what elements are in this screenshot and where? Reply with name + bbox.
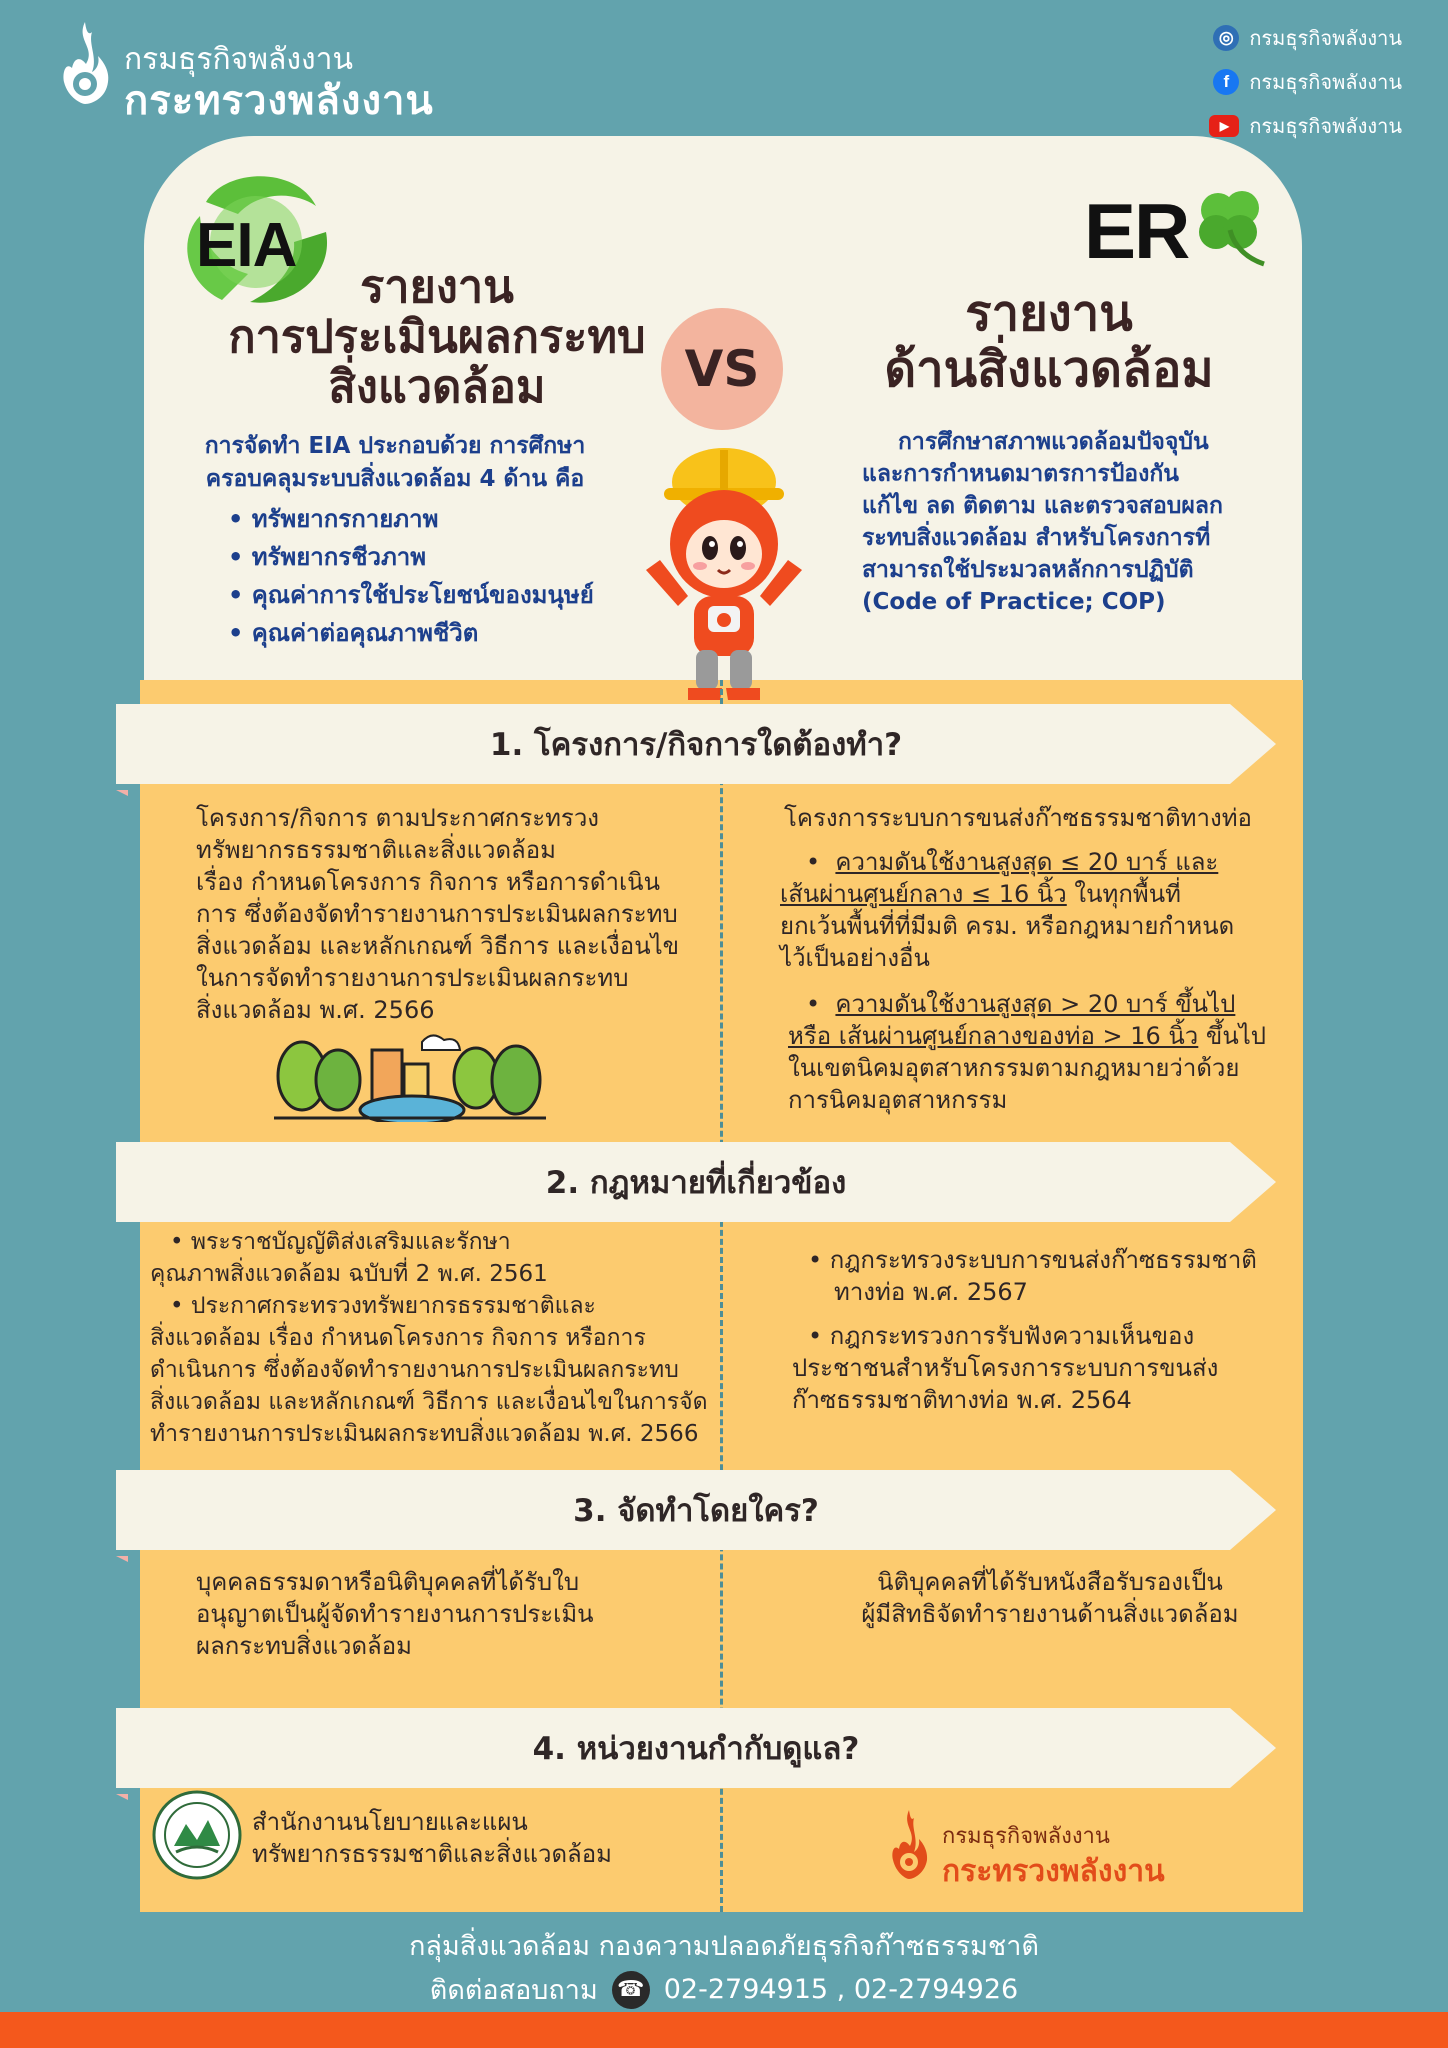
text-line: • กฎกระทรวงการรับฟังความเห็นของ	[808, 1322, 1195, 1350]
org-name-department: กรมธุรกิจพลังงาน	[124, 42, 354, 77]
doeb-flame-logo-color	[884, 1808, 934, 1882]
section-title: 4. หน่วยงานกำกับดูแล?	[532, 1731, 860, 1767]
regulator-org-line2: กระทรวงพลังงาน	[942, 1854, 1165, 1889]
text-line: ทรัพยากรธรรมชาติและสิ่งแวดล้อม	[196, 836, 556, 864]
text-line: เรื่อง กำหนดโครงการ กิจการ หรือการดำเนิน	[196, 868, 660, 896]
globe-icon: ◎	[1213, 25, 1239, 51]
social-link-website[interactable]	[1182, 16, 1402, 60]
doeb-flame-logo	[52, 18, 118, 108]
section-4-banner	[116, 1708, 1276, 1788]
text-line: ไว้เป็นอย่างอื่น	[780, 944, 930, 972]
bottom-accent-bar	[0, 2012, 1448, 2048]
title-line: รายงาน	[360, 260, 514, 313]
title-line: สิ่งแวดล้อม	[328, 360, 546, 413]
section-1-banner	[116, 704, 1276, 784]
text-line: สำนักงานนโยบายและแผน	[252, 1808, 528, 1836]
social-label: กรมธุรกิจพลังงาน	[1249, 70, 1402, 94]
list-item: • คุณค่าต่อคุณภาพชีวิต	[228, 614, 594, 652]
list-item: • ทรัพยากรกายภาพ	[228, 500, 594, 538]
text-line: คุณภาพสิ่งแวดล้อม ฉบับที่ 2 พ.ศ. 2561	[150, 1261, 548, 1287]
section-title: 3. จัดทำโดยใคร?	[573, 1493, 819, 1529]
eia-intro	[160, 430, 630, 496]
list-item: • ทรัพยากรชีวภาพ	[228, 538, 594, 576]
footer-division: กลุ่มสิ่งแวดล้อม กองความปลอดภัยธุรกิจก๊าซธรรมชาติ	[409, 1931, 1039, 1962]
intro-line: สามารถใช้ประมวลหลักการปฏิบัติ	[862, 557, 1194, 583]
facebook-icon: f	[1213, 69, 1239, 95]
text-line: สิ่งแวดล้อม พ.ศ. 2566	[196, 996, 435, 1024]
onep-seal-logo	[152, 1790, 242, 1880]
text-line: ประชาชนสำหรับโครงการระบบการขนส่ง	[792, 1354, 1219, 1382]
text-line: สิ่งแวดล้อม เรื่อง กำหนดโครงการ กิจการ หรือการ	[150, 1325, 646, 1351]
forest-city-illustration	[272, 1030, 548, 1122]
er-title	[844, 286, 1254, 398]
text-line: ผู้มีสิทธิจัดทำรายงานด้านสิ่งแวดล้อม	[861, 1600, 1239, 1628]
phone-icon: ☎	[612, 1971, 650, 2009]
title-line: ด้านสิ่งแวดล้อม	[884, 341, 1214, 398]
text-line: ผลกระทบสิ่งแวดล้อม	[196, 1632, 412, 1660]
eia-badge: EIA	[196, 211, 297, 280]
text-line: โครงการ/กิจการ ตามประกาศกระทรวง	[196, 804, 600, 832]
criterion-text: ความดันใช้งานสูงสุด ≤ 20 บาร์ และ	[835, 848, 1219, 876]
section-3-banner	[116, 1470, 1276, 1550]
criterion-text: ความดันใช้งานสูงสุด > 20 บาร์ ขึ้นไป	[835, 990, 1236, 1018]
social-links	[1182, 16, 1402, 148]
intro-line: การศึกษาสภาพแวดล้อมปัจจุบัน	[898, 429, 1209, 455]
section-title: 2. กฎหมายที่เกี่ยวข้อง	[545, 1165, 847, 1201]
criterion-2: • ความดันใช้งานสูงสุด > 20 บาร์ ขึ้นไป	[806, 990, 1236, 1018]
text-line: ก๊าซธรรมชาติทางท่อ พ.ศ. 2564	[792, 1386, 1132, 1414]
intro-line: ระทบสิ่งแวดล้อม สำหรับโครงการที่	[862, 525, 1211, 551]
section-title: 1. โครงการ/กิจการใดต้องทำ?	[489, 727, 903, 763]
text-line: ทางท่อ พ.ศ. 2567	[834, 1278, 1028, 1306]
text-line: ทำรายงานการประเมินผลกระทบสิ่งแวดล้อม พ.ศ. 2566	[150, 1421, 699, 1447]
social-label: กรมธุรกิจพลังงาน	[1249, 26, 1402, 50]
intro-line: การจัดทำ EIA ประกอบด้วย การศึกษา	[204, 433, 586, 459]
contact-row	[0, 1968, 1448, 2011]
text-line: อนุญาตเป็นผู้จัดทำรายงานการประเมิน	[196, 1600, 594, 1628]
text-line: ในเขตนิคมอุตสาหกรรมตามกฎหมายว่าด้วย	[788, 1054, 1240, 1082]
text-line: • พระราชบัญญัติส่งเสริมและรักษา	[170, 1229, 511, 1255]
eia-title	[206, 262, 668, 412]
text-line: สิ่งแวดล้อม และหลักเกณฑ์ วิธีการ และเงื่อนไข	[196, 932, 680, 960]
text-line: บุคคลธรรมดาหรือนิติบุคคลที่ได้รับใบ	[196, 1568, 580, 1596]
criterion-1: • ความดันใช้งานสูงสุด ≤ 20 บาร์ และ	[806, 848, 1219, 876]
text-line: ในการจัดทำรายงานการประเมินผลกระทบ	[196, 964, 629, 992]
org-name-ministry: กระทรวงพลังงาน	[124, 78, 434, 124]
social-link-facebook[interactable]	[1182, 60, 1402, 104]
section-1-er-text	[780, 802, 1280, 1116]
criterion-2-line2	[780, 1020, 1280, 1052]
mascot-illustration	[638, 420, 810, 700]
section-4-eia-regulator	[252, 1806, 712, 1870]
section-2-er-laws	[792, 1244, 1282, 1416]
section-1-eia-text	[196, 802, 706, 1026]
er-intro	[862, 426, 1282, 618]
youtube-icon: ▶	[1209, 115, 1239, 137]
criterion-text: เส้นผ่านศูนย์กลาง ≤ 16 นิ้ว	[780, 880, 1067, 908]
text-line: ยกเว้นพื้นที่ที่มีมติ ครม. หรือกฎหมายกำหนด	[780, 912, 1235, 940]
text-line: โครงการระบบการขนส่งก๊าซธรรมชาติทางท่อ	[784, 804, 1252, 832]
intro-line: (Code of Practice; COP)	[862, 589, 1166, 615]
vs-badge: VS	[661, 308, 783, 430]
clover-icon	[1188, 184, 1276, 270]
text-line: ทรัพยากรธรรมชาติและสิ่งแวดล้อม	[252, 1840, 612, 1868]
criterion-1-line2	[780, 878, 1280, 910]
text-line: • ประกาศกระทรวงทรัพยากรธรรมชาติและ	[170, 1293, 596, 1319]
intro-line: แก้ไข ลด ติดตาม และตรวจสอบผลก	[862, 493, 1223, 519]
eia-aspects-list	[228, 500, 594, 652]
text-line: ดำเนินการ ซึ่งต้องจัดทำรายงานการประเมินผลกระทบ	[150, 1357, 679, 1383]
section-2-banner	[116, 1142, 1276, 1222]
title-line: รายงาน	[965, 285, 1133, 342]
text-line: • กฎกระทรวงระบบการขนส่งก๊าซธรรมชาติ	[808, 1246, 1257, 1274]
text-line: การนิคมอุตสาหกรรม	[788, 1086, 1008, 1114]
list-item: • คุณค่าการใช้ประโยชน์ของมนุษย์	[228, 576, 594, 614]
phone-numbers[interactable]: 02-2794915 , 02-2794926	[663, 1974, 1019, 2005]
criterion-text: ขึ้นไป	[1198, 1022, 1267, 1050]
er-badge: ER	[1084, 187, 1189, 275]
section-3-eia-preparer	[196, 1566, 706, 1662]
social-label: กรมธุรกิจพลังงาน	[1249, 114, 1402, 138]
text-line: สิ่งแวดล้อม และหลักเกณฑ์ วิธีการ และเงื่อนไขในการจัด	[150, 1389, 708, 1415]
intro-line: และการกำหนดมาตรการป้องกัน	[862, 461, 1179, 487]
criterion-text: ในทุกพื้นที่	[1066, 880, 1181, 908]
intro-line: ครอบคลุมระบบสิ่งแวดล้อม 4 ด้าน คือ	[205, 466, 585, 492]
contact-label: ติดต่อสอบถาม	[429, 1975, 598, 2006]
text-line: นิติบุคคลที่ได้รับหนังสือรับรองเป็น	[877, 1568, 1223, 1596]
title-line: การประเมินผลกระทบ	[228, 310, 646, 363]
criterion-text: หรือ เส้นผ่านศูนย์กลางของท่อ > 16 นิ้ว	[788, 1022, 1199, 1050]
text-line: การ ซึ่งต้องจัดทำรายงานการประเมินผลกระทบ	[196, 900, 678, 928]
section-3-er-preparer	[820, 1566, 1280, 1630]
section-2-eia-laws	[150, 1226, 720, 1450]
regulator-org-line1: กรมธุรกิจพลังงาน	[942, 1824, 1110, 1849]
